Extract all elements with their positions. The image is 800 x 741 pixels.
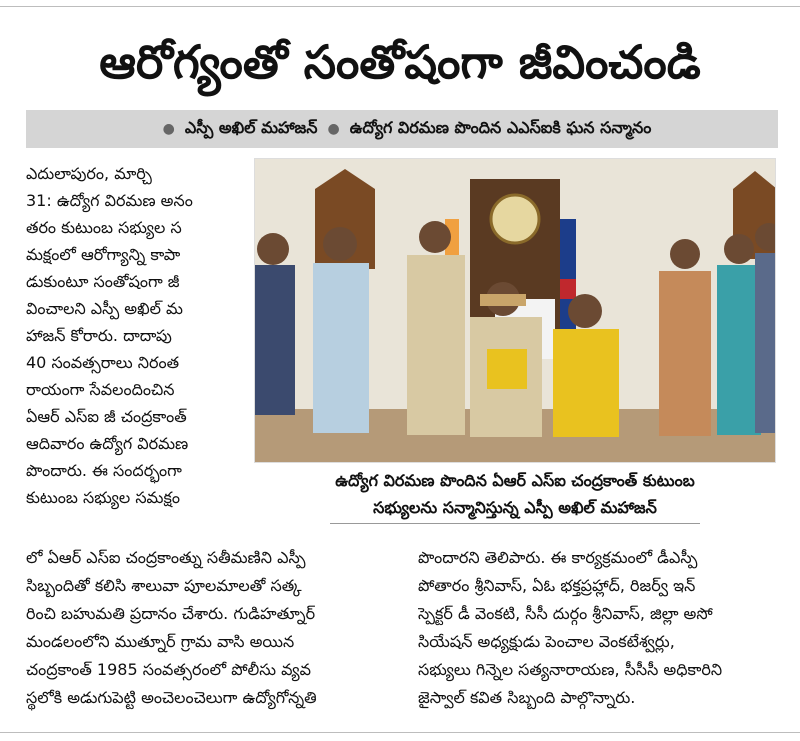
text-line: హాజన్ కోరారు. దాదాపు: [26, 326, 172, 345]
text-line: సిబ్బందితో కలిసి శాలువా పూలమాలతో సత్క: [26, 576, 302, 595]
text-line: తరం కుటుంబ సభ్యుల స: [26, 218, 182, 237]
text-line: పొందారు. ఈ సందర్భంగా: [26, 461, 182, 480]
text-line: స్పెక్టర్ డీ వెంకటి, సీసీ దుర్గం శ్రీనివాస్, జిల్లా అసో: [418, 604, 713, 623]
text-line: పొందారని తెలిపారు. ఈ కార్యక్రమంలో డీఎస్పీ: [418, 548, 698, 567]
caption-line: సభ్యులను సన్మానిస్తున్న ఎస్పీ అఖిల్ మహాజన్: [373, 498, 657, 517]
text-line: పోతారం శ్రీనివాస్, ఏఓ భక్తప్రహ్లాద్, రిజర్వ్ ఇన్: [418, 576, 696, 595]
subheading-1: ఎస్పీ అఖిల్ మహాజన్: [184, 117, 318, 137]
photo-caption: [254, 467, 776, 524]
text-line: మక్షంలో ఆరోగ్యాన్ని కాపా: [26, 245, 181, 264]
bullet-icon: ●: [327, 121, 340, 137]
text-line: లో ఏఆర్ ఎస్ఐ చంద్రకాంత్ను సతీమణిని ఎస్పీ: [26, 548, 306, 567]
body-column-right: [418, 544, 778, 712]
text-line: డుకుంటూ సంతోషంగా జీ: [26, 272, 180, 291]
text-line: రాయంగా సేవలందించిన: [26, 380, 175, 399]
photo-illustration: [255, 159, 776, 463]
text-line: సియేషన్ అధ్యక్షుడు పెంచాల వెంకటేశ్వర్లు,: [418, 632, 675, 651]
intro-column: [26, 160, 244, 511]
text-line: చంద్రకాంత్ 1985 సంవత్సరంలో పోలీసు వ్యవ: [26, 660, 311, 679]
top-border: [0, 6, 800, 7]
subheading-bar: [26, 110, 778, 148]
text-line: జైస్వాల్ కవిత సిబ్బంది పాల్గొన్నారు.: [418, 688, 636, 707]
text-line: కుటుంబ సభ్యుల సమక్షం: [26, 488, 180, 507]
news-photo: [254, 158, 776, 463]
subheading-2: ఉద్యోగ విరమణ పొందిన ఎఎస్ఐకి ఘన సన్మానం: [349, 117, 652, 137]
text-line: ఆదివారం ఉద్యోగ విరమణ: [26, 434, 189, 453]
bullet-icon: ●: [162, 121, 175, 137]
text-line: మండలంలోని ముత్నూర్ గ్రామ వాసి అయిన: [26, 632, 295, 651]
text-line: ఎదులాపురం, మార్చి: [26, 164, 152, 183]
text-line: ఏఆర్ ఎస్ఐ జీ చంద్రకాంత్: [26, 407, 187, 426]
text-line: రించి బహుమతి ప్రదానం చేశారు. గుడిహత్నూర్: [26, 604, 316, 623]
text-line: 40 సంవత్సరాలు నిరంత: [26, 353, 180, 372]
headline: ఆరోగ్యంతో సంతోషంగా జీవించండి: [99, 35, 701, 89]
bottom-border: [0, 732, 800, 733]
body-column-left: [26, 544, 404, 712]
text-line: వించాలని ఎస్పీ అఖిల్ మ: [26, 299, 183, 318]
caption-line: ఉద్యోగ విరమణ పొందిన ఏఆర్ ఎస్ఐ చంద్రకాంత్ కుటుంబ: [335, 471, 695, 490]
text-line: స్థలోకి అడుగుపెట్టి అంచెలంచెలుగా ఉద్యోగోన్నతి: [26, 688, 317, 707]
text-line: 31: ఉద్యోగ విరమణ అనం: [26, 191, 193, 210]
caption-underline: [330, 523, 700, 524]
text-line: సభ్యులు గిన్నెల సత్యనారాయణ, సీసీసీ అధికారిని: [418, 660, 723, 679]
